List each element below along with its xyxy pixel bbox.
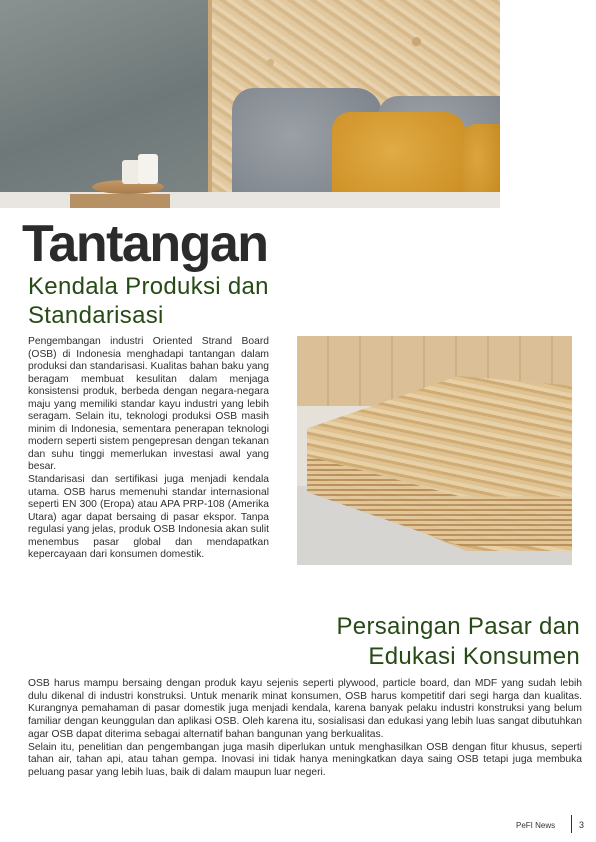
section1-paragraph-2: Standarisasi dan sertifikasi juga menjadi kendala utama. OSB harus memenuhi standar internasional seperti EN 300 (Eropa) atau APA PRP-108 (Amerika Utara) agar dapat bersaing di pasar ekspor. Tanpa regulasi yang jelas, produk OSB Indonesia akan sulit menembus pasar global dan mendapatkan kepercayaan dari konsumen domestik. bbox=[28, 474, 269, 561]
footer-page-number: 3 bbox=[579, 820, 585, 830]
section2-paragraph-2: Selain itu, penelitian dan pengembangan juga masih diperlukan untuk menghasilkan OSB dengan fitur khusus, seperti tahan air, tahan api, atau tahan gempa. Inovasi ini tidak hanya meningkatkan daya saing OSB tetapi juga membuka peluang pasar yang lebih luas, baik di dalam maupun luar negeri. bbox=[28, 741, 582, 778]
hero-photo-interior bbox=[0, 0, 500, 208]
section1-heading: Kendala Produksi dan Standarisasi bbox=[28, 273, 269, 329]
section1-body bbox=[28, 336, 269, 562]
hero-candle-tall bbox=[138, 154, 158, 184]
section2-body bbox=[28, 678, 582, 780]
section2-heading: Persaingan Pasar dan Edukasi Konsumen bbox=[336, 613, 580, 670]
osb-stack-photo bbox=[297, 336, 572, 565]
section2-paragraph-1: OSB harus mampu bersaing dengan produk kayu sejenis seperti plywood, particle board, dan MDF yang sudah lebih dulu dikenal di industri konstruksi. Untuk menarik minat konsumen, OSB harus kompetitif dari segi harga dan kualitas. Kurangnya pemahaman di pasar domestik juga menjadi kendala, karena banyak pelaku industri konstruksi yang belum familiar dengan keunggulan dan aplikasi OSB. Oleh karena itu, sosialisasi dan edukasi yang lebih luas sangat dibutuhkan agar OSB dapat diterima sebagai alternatif bahan bangunan yang berkualitas. bbox=[28, 678, 582, 740]
section1-paragraph-1: Pengembangan industri Oriented Strand Board (OSB) di Indonesia menghadapi tantangan dalam produksi dan standarisasi. Kualitas bahan baku yang beragam membuat kesulitan dalam menjaga konsistensi produk, berbeda dengan negara-negara maju yang memiliki standar kayu industri yang lebih seragam. Selain itu, teknologi produksi OSB masih minim di Indonesia, sementara penerapan teknologi modern seperti sistem pengepresan dengan tekanan dan suhu tinggi memerlukan investasi awal yang besar. bbox=[28, 336, 269, 473]
hero-wooden-stand bbox=[70, 194, 170, 208]
footer-divider bbox=[571, 815, 572, 833]
footer-publication: PeFI News bbox=[516, 821, 556, 830]
hero-concrete-wall bbox=[0, 0, 212, 208]
page-title: Tantangan bbox=[22, 215, 268, 273]
